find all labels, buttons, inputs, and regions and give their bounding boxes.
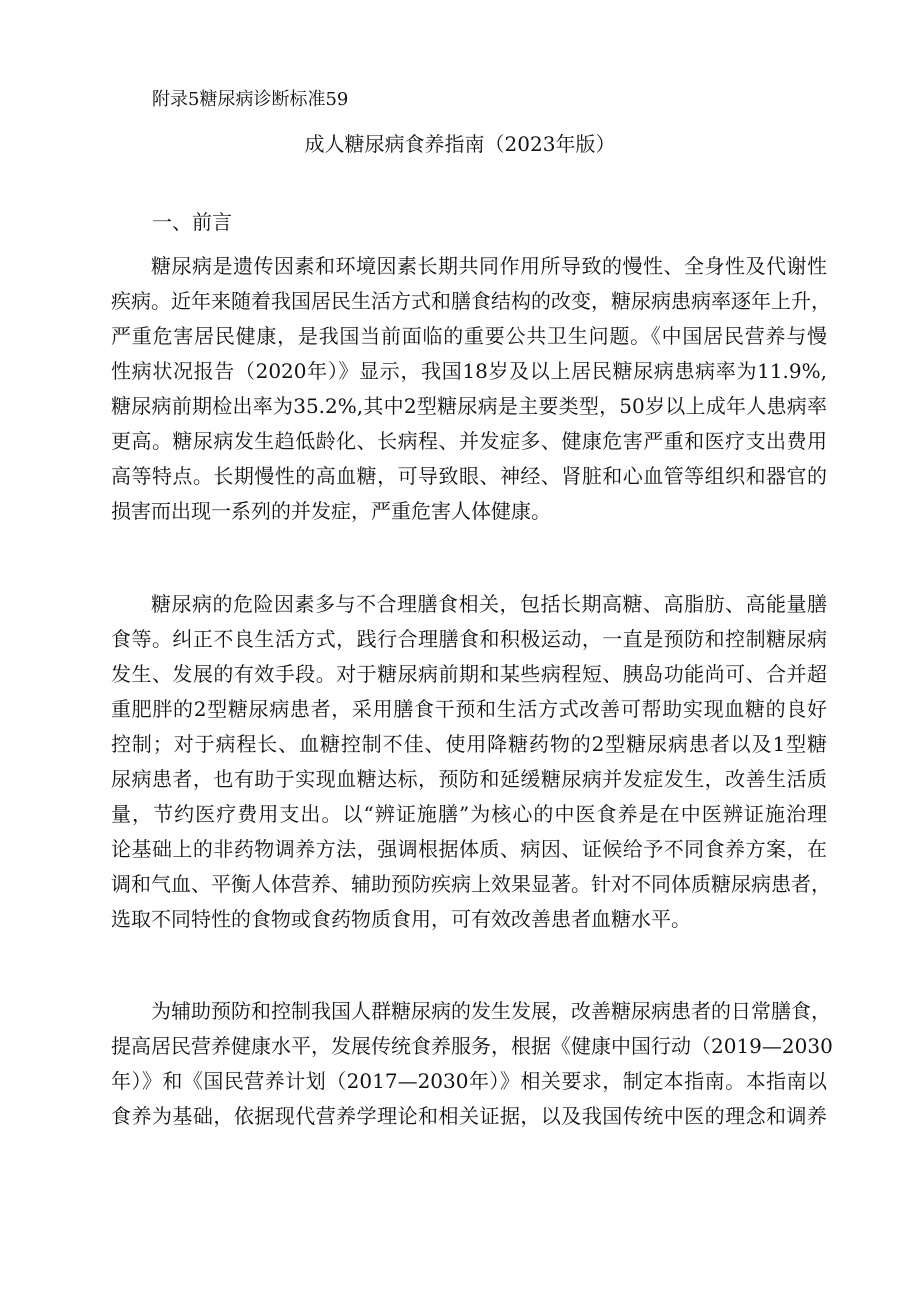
paragraph-line: 选取不同特性的食物或食药物质食用，可有效改善患者血糖水平。	[111, 907, 691, 931]
paragraph-line: 糖尿病是遗传因素和环境因素长期共同作用所导致的慢性、全身性及代谢性	[151, 254, 827, 278]
paragraph-line: 食等。纠正不良生活方式，践行合理膳食和积极运动，一直是预防和控制糖尿病	[111, 627, 827, 651]
paragraph-line: 提高居民营养健康水平，发展传统食养服务，根据《健康中国行动（2019—2030	[111, 1034, 833, 1058]
paragraph-line: 尿病患者，也有助于实现血糖达标，预防和延缓糖尿病并发症发生，改善生活质	[111, 767, 827, 791]
paragraph-line: 严重危害居民健康，是我国当前面临的重要公共卫生问题。《中国居民营养与慢	[111, 324, 827, 348]
paragraph-2	[111, 587, 831, 937]
paragraph-line: 糖尿病的危险因素多与不合理膳食相关，包括长期高糖、高脂肪、高能量膳	[151, 592, 827, 616]
paragraph-line: 发生、发展的有效手段。对于糖尿病前期和某些病程短、胰岛功能尚可、合并超	[111, 662, 827, 686]
paragraph-line: 食养为基础，依据现代营养学理论和相关证据，以及我国传统中医的理念和调养	[111, 1104, 827, 1128]
paragraph-line: 更高。糖尿病发生趋低龄化、长病程、并发症多、健康危害严重和医疗支出费用	[111, 429, 827, 453]
paragraph-line: 调和气血、平衡人体营养、辅助预防疾病上效果显著。针对不同体质糖尿病患者，	[111, 872, 831, 896]
paragraph-line: 控制；对于病程长、血糖控制不佳、使用降糖药物的2型糖尿病患者以及1型糖	[111, 732, 827, 756]
paragraph-line: 重肥胖的2型糖尿病患者，采用膳食干预和生活方式改善可帮助实现血糖的良好	[111, 697, 827, 721]
paragraph-line: 为辅助预防和控制我国人群糖尿病的发生发展，改善糖尿病患者的日常膳食，	[151, 999, 831, 1023]
document-title: 成人糖尿病食养指南（2023年版）	[304, 132, 616, 156]
paragraph-line: 性病状况报告（2020年）》显示，我国18岁及以上居民糖尿病患病率为11.9%,	[111, 359, 827, 383]
paragraph-line: 疾病。近年来随着我国居民生活方式和膳食结构的改变，糖尿病患病率逐年上升，	[111, 289, 831, 313]
paragraph-line: 论基础上的非药物调养方法，强调根据体质、病因、证候给予不同食养方案，在	[111, 837, 827, 861]
paragraph-1	[111, 249, 831, 529]
appendix-reference: 附录5糖尿病诊断标准59	[152, 89, 349, 110]
paragraph-line: 年）》和《国民营养计划（2017—2030年）》相关要求，制定本指南。本指南以	[111, 1069, 827, 1093]
paragraph-line: 损害而出现一系列的并发症，严重危害人体健康。	[111, 499, 551, 523]
paragraph-3	[111, 994, 833, 1134]
paragraph-line: 量，节约医疗费用支出。以“辨证施膳”为核心的中医食养是在中医辨证施治理	[111, 802, 827, 826]
paragraph-line: 高等特点。长期慢性的高血糖，可导致眼、神经、肾脏和心血管等组织和器官的	[111, 464, 827, 488]
section-heading: 一、前言	[152, 210, 232, 234]
paragraph-line: 糖尿病前期检出率为35.2%,其中2型糖尿病是主要类型，50岁以上成年人患病率	[111, 394, 827, 418]
